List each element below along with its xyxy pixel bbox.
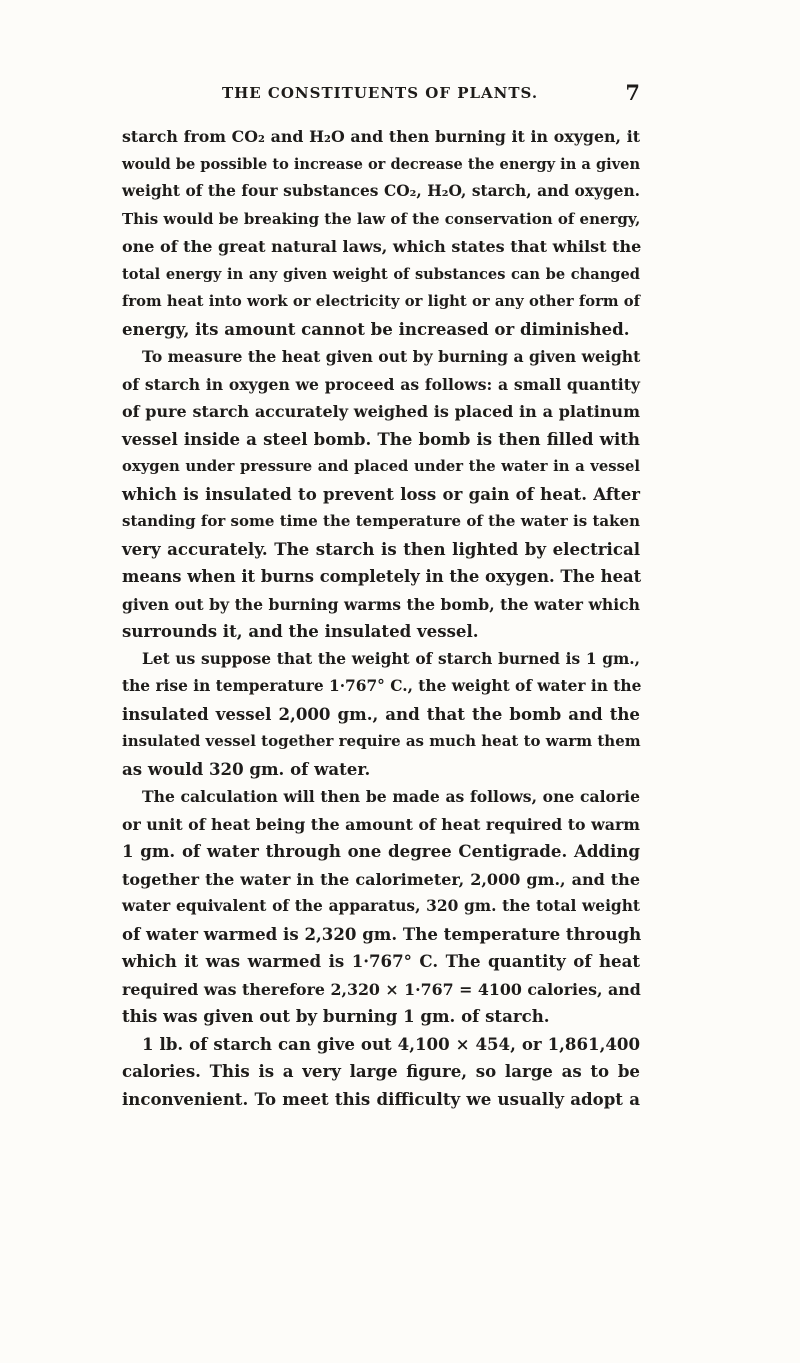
text-line: oxygen under pressure and placed under the water in a vessel xyxy=(122,458,640,475)
text-line: The calculation will then be made as follows, one calorie xyxy=(142,787,640,806)
text-line: of starch in oxygen we proceed as follows: a small quantity xyxy=(122,374,640,394)
text-line: together the water in the calorimeter, 2,000 gm., and the xyxy=(122,869,640,889)
text-line: To measure the heat given out by burning a given weight xyxy=(142,347,641,366)
text-line: given out by the burning warms the bomb, the water which xyxy=(122,594,640,614)
text-line: Let us suppose that the weight of starch burned is 1 gm., xyxy=(142,649,640,668)
text-line: of water warmed is 2,320 gm. The temperature through xyxy=(122,923,642,944)
text-line: calories. This is a very large figure, so large as to be xyxy=(122,1061,640,1081)
text-line: 1 gm. of water through one degree Centigrade. Adding xyxy=(122,841,640,861)
page-number: 7 xyxy=(625,80,640,105)
text-line: vessel inside a steel bomb. The bomb is then filled with xyxy=(122,428,640,449)
text-line: starch from CO₂ and H₂O and then burning it in oxygen, it xyxy=(122,127,640,146)
text-line: very accurately. The starch is then lighted by electrical xyxy=(122,538,640,559)
text-line: required was therefore 2,320 × 1·767 = 4100 calories, and xyxy=(122,979,641,999)
text-line: energy, its amount cannot be increased or diminished. xyxy=(122,318,630,339)
text-line: inconvenient. To meet this difficulty we usually adopt a xyxy=(122,1088,640,1109)
text-line: This would be breaking the law of the conservation of energy, xyxy=(122,209,641,228)
text-line: standing for some time the temperature of the water is taken xyxy=(122,512,640,530)
text-line: which is insulated to prevent loss or gain of heat. After xyxy=(122,483,640,504)
text-line: from heat into work or electricity or light or any other form of xyxy=(122,293,640,310)
text-line: weight of the four substances CO₂, H₂O, starch, and oxygen. xyxy=(122,182,640,200)
running-header xyxy=(120,80,640,110)
text-line: this was given out by burning 1 gm. of starch. xyxy=(122,1006,550,1026)
text-line: insulated vessel 2,000 gm., and that the bomb and the xyxy=(122,703,640,724)
text-line: as would 320 gm. of water. xyxy=(122,758,371,779)
text-line: would be possible to increase or decrease the energy in a given xyxy=(122,155,641,173)
text-line: water equivalent of the apparatus, 320 gm. the total weight xyxy=(122,897,640,915)
text-line: which it was warmed is 1·767° C. The quantity of heat xyxy=(122,951,640,971)
text-line: total energy in any given weight of substances can be changed xyxy=(122,265,640,283)
text-line: means when it burns completely in the oxygen. The heat xyxy=(122,567,642,586)
body-text xyxy=(122,123,640,1113)
text-line: or unit of heat being the amount of heat required to warm xyxy=(122,814,640,834)
text-line: of pure starch accurately weighed is placed in a platinum xyxy=(122,402,640,421)
text-line: one of the great natural laws, which states that whilst the xyxy=(122,237,642,256)
text-line: the rise in temperature 1·767° C., the weight of water in the xyxy=(122,677,642,695)
running-title: THE CONSTITUENTS OF PLANTS. xyxy=(221,84,539,102)
text-line: surrounds it, and the insulated vessel. xyxy=(122,621,479,641)
text-line: insulated vessel together require as much heat to warm them xyxy=(122,732,641,750)
text-line: 1 lb. of starch can give out 4,100 × 454, or 1,861,400 xyxy=(142,1033,640,1054)
